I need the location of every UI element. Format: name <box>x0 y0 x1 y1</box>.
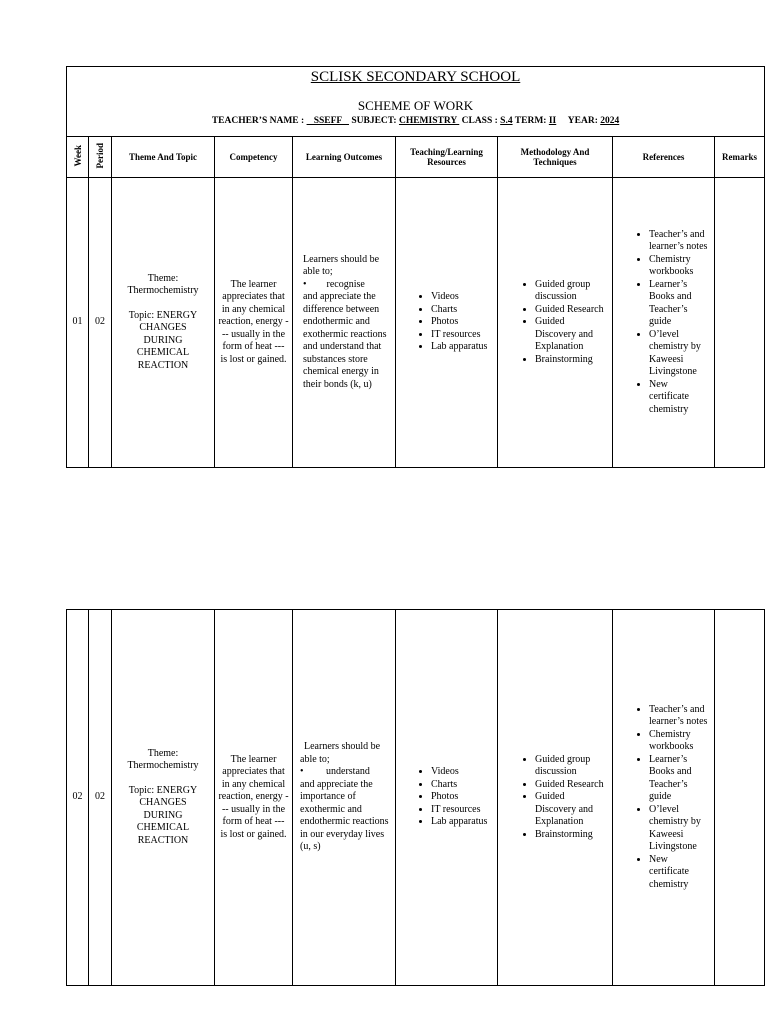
list-item: • Guided group discussion <box>535 279 606 304</box>
class-value: S.4 <box>500 116 513 126</box>
list-item: • IT resources <box>431 329 497 342</box>
col-methods: Methodology And Techniques <box>498 137 613 178</box>
methods-cell <box>498 178 613 468</box>
list-item: • IT resources <box>431 804 497 817</box>
teacher-value: SSEFF <box>306 116 349 126</box>
list-item: • Chemistry workbooks <box>649 729 710 754</box>
col-week: Week <box>67 137 89 178</box>
list-item: • Charts <box>431 304 497 317</box>
outcomes-cell <box>293 610 396 986</box>
list-item: • Teacher’s and learner’s notes <box>649 229 710 254</box>
remarks-cell <box>715 178 765 468</box>
col-resources: Teaching/Learning Resources <box>396 137 498 178</box>
list-item: • Learner’s Books and Teacher’s guide <box>649 754 710 804</box>
list-item: • Lab apparatus <box>431 816 497 829</box>
table-row <box>67 610 765 986</box>
methods-cell <box>498 610 613 986</box>
doc-title: SCHEME OF WORK <box>357 98 474 113</box>
list-item: • Videos <box>431 766 497 779</box>
theme-text: Theme: Thermochemistry <box>127 272 199 297</box>
topic-text: Topic: ENERGY CHANGES DURING CHEMICAL REACTION <box>128 784 198 846</box>
list-item: • Lab apparatus <box>431 341 497 354</box>
col-period: Period <box>89 137 112 178</box>
theme-topic-cell <box>112 178 215 468</box>
list-item: • Teacher’s and learner’s notes <box>649 704 710 729</box>
subject-label: SUBJECT: <box>348 116 399 126</box>
period-cell: 02 <box>89 610 112 986</box>
references-cell <box>613 610 715 986</box>
document-header <box>67 67 765 137</box>
year-label: YEAR: <box>556 116 601 126</box>
col-competency: Competency <box>215 137 293 178</box>
competency-cell: The learner appreciates that in any chemical reaction, energy --- usually in the form of heat --- is lost or gained. <box>215 178 293 468</box>
subject-value: CHEMISTRY <box>398 116 460 126</box>
week-cell: 02 <box>67 610 89 986</box>
references-cell <box>613 178 715 468</box>
outcome-bullet: • understand <box>300 766 370 778</box>
scheme-table-1 <box>66 66 765 468</box>
school-name: SCLISK SECONDARY SCHOOL <box>310 69 521 85</box>
col-outcomes: Learning Outcomes <box>293 137 396 178</box>
list-item: • Guided Research <box>535 779 606 792</box>
list-item: • Brainstorming <box>535 829 606 842</box>
outcome-text: and appreciate the difference between endothermic and exothermic reactions and understand that substances store chemical energy in their bonds (k, u) <box>303 291 387 390</box>
remarks-cell <box>715 610 765 986</box>
term-value: II <box>548 116 557 126</box>
list-item: • O’level chemistry by Kaweesi Livingstone <box>649 329 710 379</box>
list-item: • New certificate chemistry <box>649 379 710 417</box>
list-item: • Guided Discovery and Explanation <box>535 316 606 354</box>
outcome-intro: Learners should be able to; <box>303 253 380 278</box>
theme-text: Theme: Thermochemistry <box>127 747 199 772</box>
teacher-label: TEACHER’S NAME : <box>211 116 307 126</box>
resources-cell <box>396 610 498 986</box>
list-item: • Charts <box>431 779 497 792</box>
year-value: 2024 <box>600 116 620 126</box>
list-item: • Learner’s Books and Teacher’s guide <box>649 279 710 329</box>
topic-text: Topic: ENERGY CHANGES DURING CHEMICAL REACTION <box>128 309 198 371</box>
list-item: • New certificate chemistry <box>649 854 710 892</box>
col-remarks: Remarks <box>715 137 765 178</box>
list-item: • Photos <box>431 791 497 804</box>
col-references: References <box>613 137 715 178</box>
outcome-intro: Learners should be able to; <box>300 741 381 765</box>
outcomes-cell <box>293 178 396 468</box>
competency-cell: The learner appreciates that in any chemical reaction, energy --- usually in the form of heat --- is lost or gained. <box>215 610 293 986</box>
list-item: • Guided group discussion <box>535 754 606 779</box>
outcome-verb: understand <box>326 766 370 778</box>
outcome-text: and appreciate the importance of exothermic and endothermic reactions in our everyday lives (u, s) <box>300 778 389 853</box>
outcome-bullet: • recognise <box>303 278 365 290</box>
scheme-table-2 <box>66 609 765 986</box>
theme-topic-cell <box>112 610 215 986</box>
week-cell: 01 <box>67 178 89 468</box>
list-item: • Videos <box>431 291 497 304</box>
period-cell: 02 <box>89 178 112 468</box>
column-header-row <box>67 137 765 178</box>
outcome-verb: recognise <box>326 278 365 290</box>
class-label: CLASS : <box>459 116 501 126</box>
list-item: • Guided Discovery and Explanation <box>535 791 606 829</box>
list-item: • Guided Research <box>535 304 606 317</box>
term-label: TERM: <box>512 116 549 126</box>
list-item: • Brainstorming <box>535 354 606 367</box>
doc-meta <box>67 116 764 127</box>
list-item: • Photos <box>431 316 497 329</box>
table-row <box>67 178 765 468</box>
list-item: • Chemistry workbooks <box>649 254 710 279</box>
resources-cell <box>396 178 498 468</box>
col-theme: Theme And Topic <box>112 137 215 178</box>
list-item: • O’level chemistry by Kaweesi Livingstone <box>649 804 710 854</box>
